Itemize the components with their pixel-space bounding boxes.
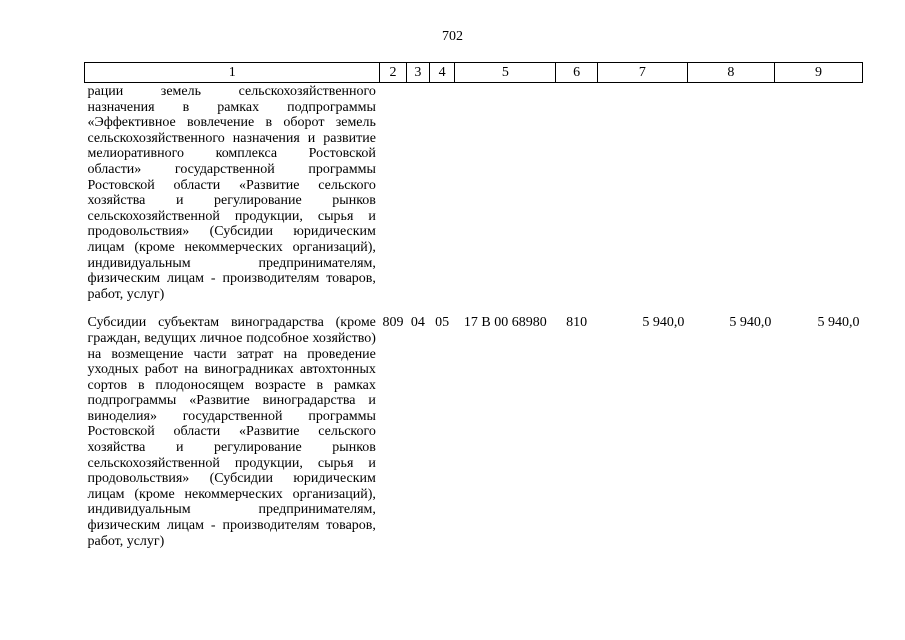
column-header: 8 xyxy=(687,63,774,83)
budget-table xyxy=(84,62,863,549)
cell-ministry-code: 809 xyxy=(382,315,404,331)
cell-expense-type: 810 xyxy=(566,315,588,331)
column-header: 3 xyxy=(406,63,429,83)
column-header: 6 xyxy=(556,63,597,83)
cell-amount-3 xyxy=(774,83,862,303)
cell-ministry-code xyxy=(380,83,406,303)
table-header-row xyxy=(85,63,863,83)
table-row xyxy=(85,83,863,303)
row-description: рации земель сельскохозяйственного назначения в рамках подпрограммы «Эффективное вовлечение в оборот земель сельскохозяйственного назначения и развитие мелиоративного комплекса Ростовской области» государственной программы Ростовской области «Развитие сельского хозяйства и регулирование рынков сельскохозяйственной продукции, сырья и продовольствия» (Субсидии юридическим лицам (кроме некоммерческих организаций), индивидуальным предпринимателям, физическим лицам - производителям товаров, работ, услуг) xyxy=(87,84,376,302)
column-header: 5 xyxy=(455,63,556,83)
column-header: 9 xyxy=(774,63,862,83)
cell-amount-1 xyxy=(597,83,687,303)
column-header: 4 xyxy=(429,63,454,83)
cell-expense-type xyxy=(556,83,597,303)
table-row xyxy=(85,302,863,549)
column-header: 1 xyxy=(85,63,380,83)
page-number: 702 xyxy=(442,29,463,44)
cell-amount-2: 5 940,0 xyxy=(729,315,772,331)
cell-amount-1: 5 940,0 xyxy=(642,315,685,331)
cell-amount-2 xyxy=(687,83,774,303)
cell-subsection xyxy=(429,83,454,303)
cell-target-item: 17 В 00 68980 xyxy=(463,315,547,331)
column-header: 7 xyxy=(597,63,687,83)
column-header: 2 xyxy=(380,63,406,83)
cell-target-item xyxy=(455,83,556,303)
cell-subsection: 05 xyxy=(435,315,450,331)
row-description: Субсидии субъектам виноградарства (кроме граждан, ведущих личное подсобное хозяйство) на возмещение части затрат на проведение уходных работ на виноградниках автохтонных сортов в плодоносящем возрасте в рамках подпрограммы «Развитие виноградарства и виноделия» государственной программы Ростовской области «Развитие сельского хозяйства и регулирование рынков сельскохозяйственной продукции, сырья и продовольствия» (Субсидии юридическим лицам (кроме некоммерческих организаций), индивидуальным предпринимателям, физическим лицам - производителям товаров, работ, услуг) xyxy=(87,315,376,549)
cell-section: 04 xyxy=(410,315,425,331)
cell-section xyxy=(406,83,429,303)
cell-amount-3: 5 940,0 xyxy=(817,315,860,331)
